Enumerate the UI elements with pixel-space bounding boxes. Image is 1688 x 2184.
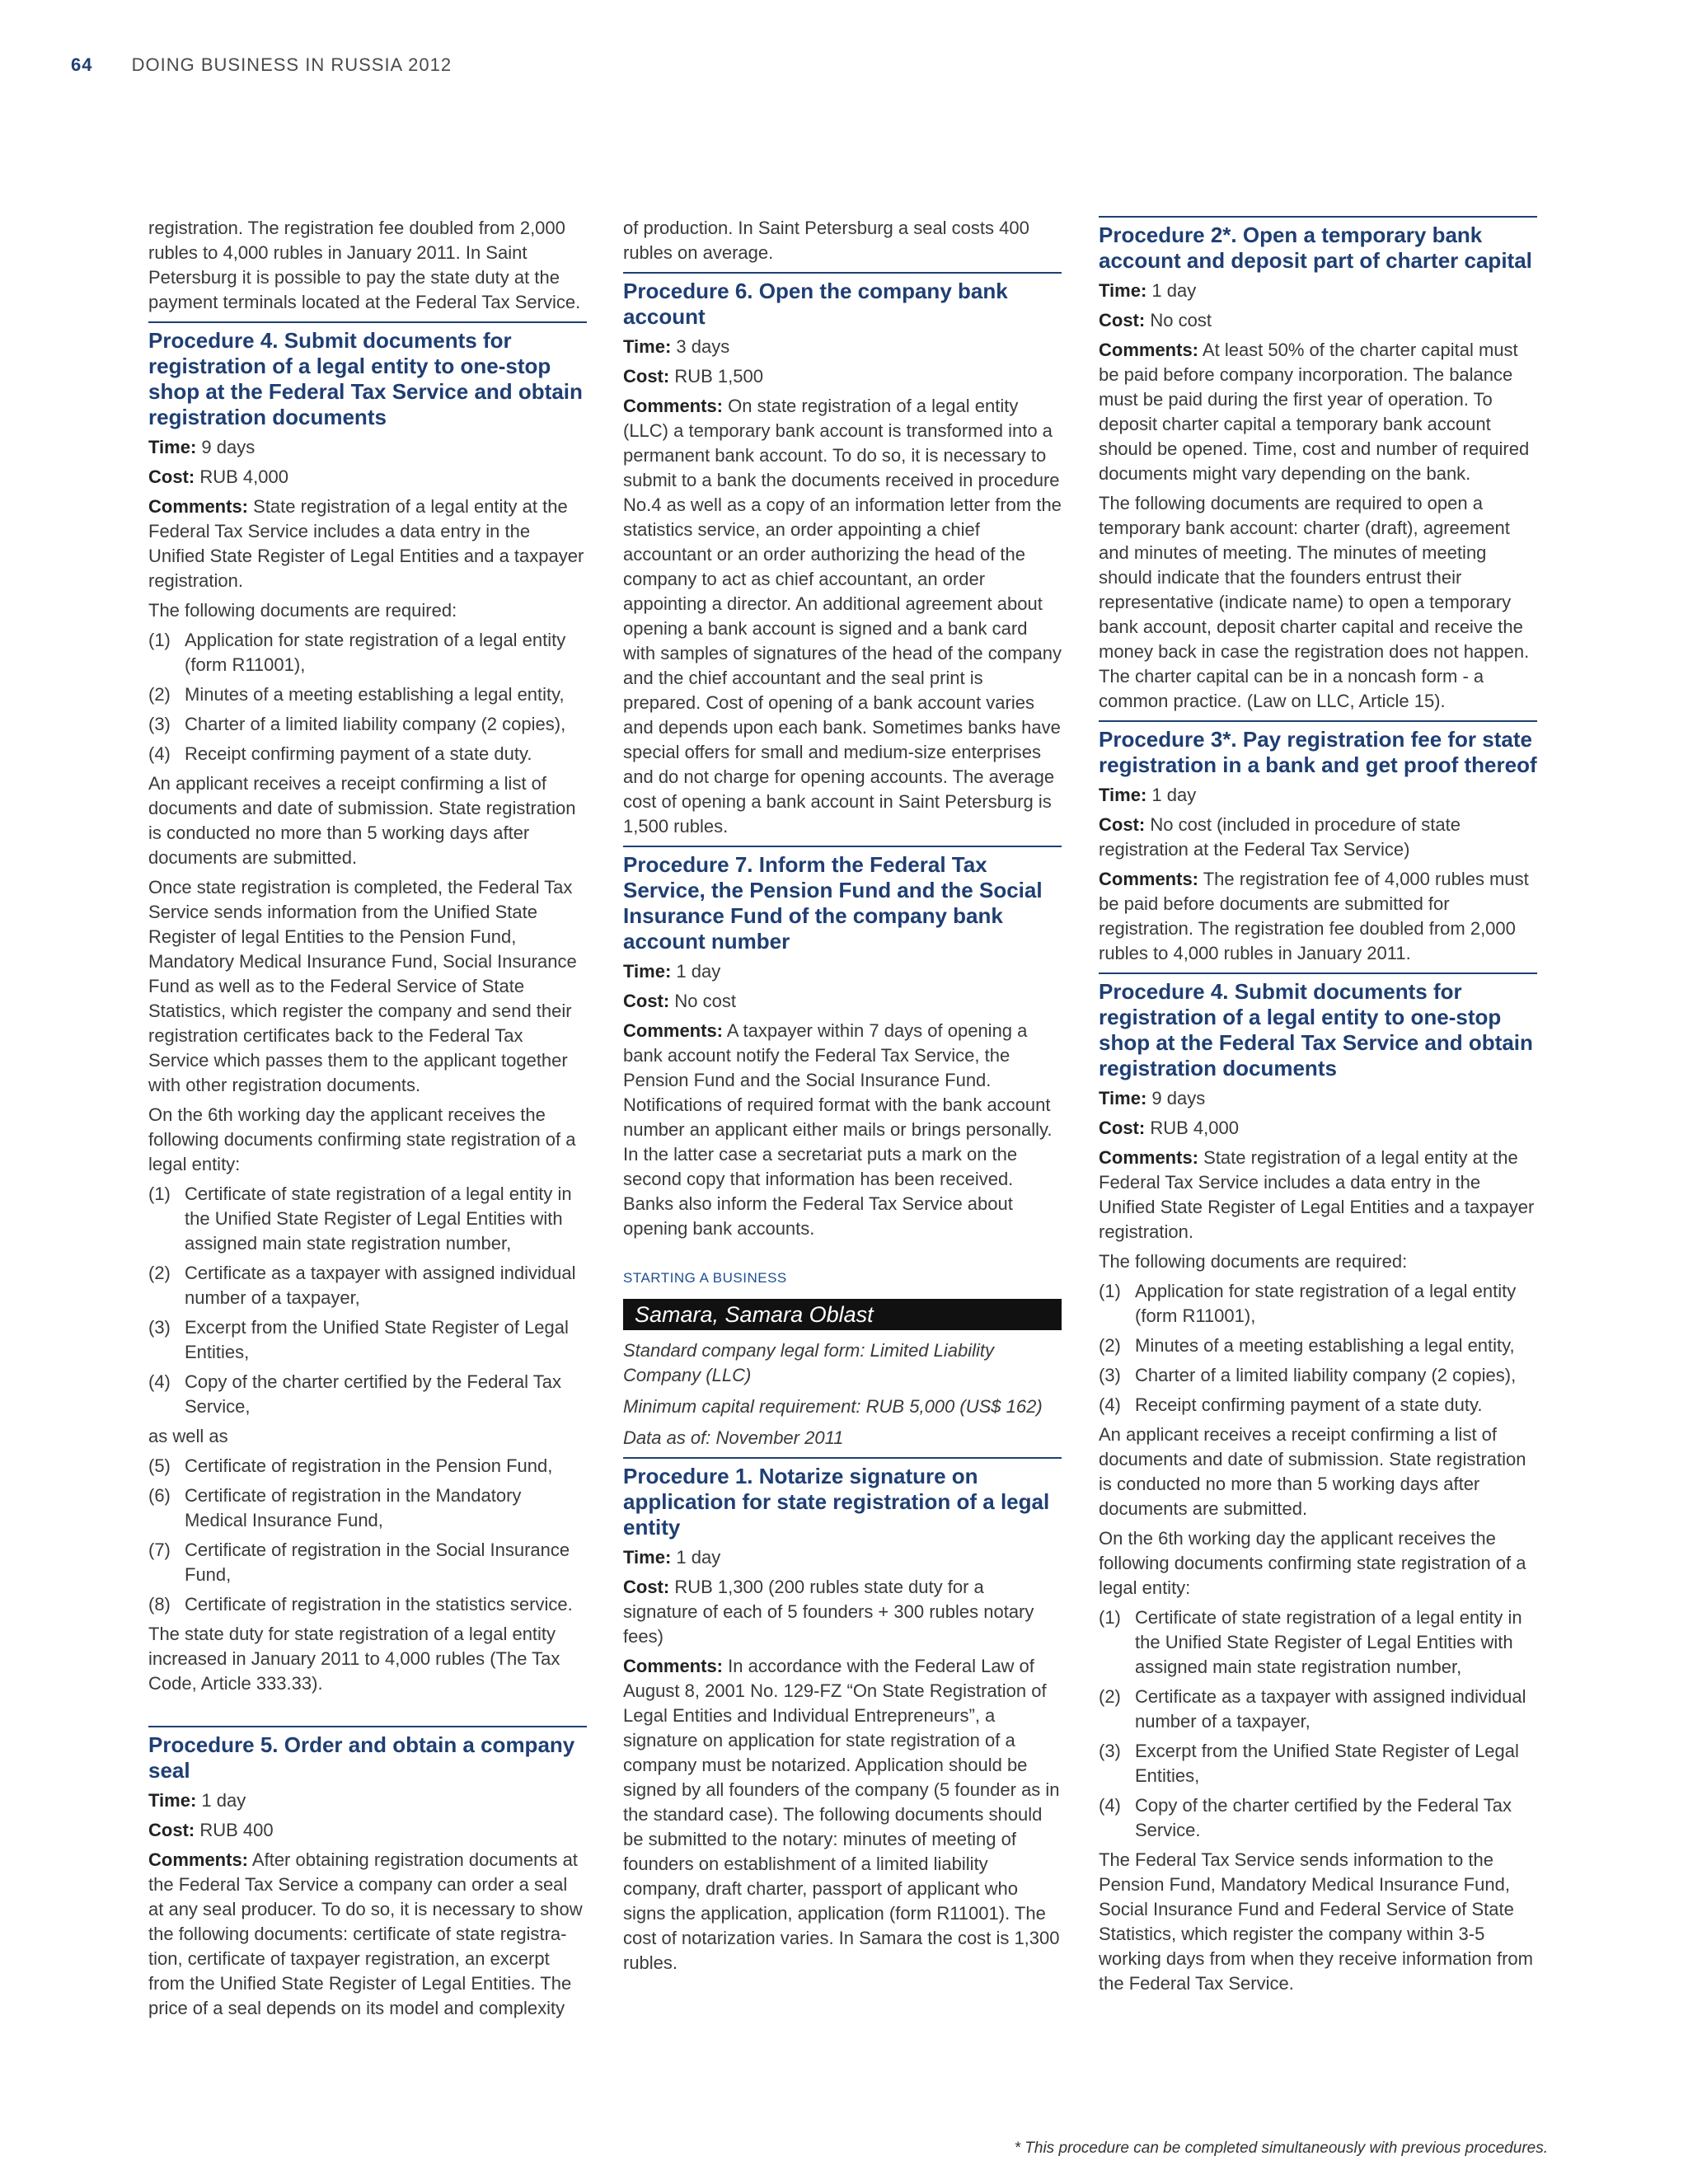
time-value: 1 day — [1151, 785, 1197, 805]
list-number: (5) — [148, 1455, 171, 1476]
cost-line — [623, 1575, 1062, 1649]
footnote: * This procedure can be completed simultaneously with previous procedures. — [1014, 2139, 1548, 2157]
time-label: Time: — [623, 1547, 672, 1568]
page-header — [71, 54, 452, 76]
section-label: STARTING A BUSINESS — [623, 1270, 787, 1286]
time-value: 1 day — [676, 1547, 721, 1568]
list-number: (3) — [1099, 1741, 1121, 1761]
paragraph: registration. The registration fee doubled from 2,000 rubles to 4,000 rubles in January 2011. In Saint Petersburg it is possible to pay the state duty at the payment terminals located at the Federal Tax Service. — [148, 218, 581, 312]
list-number: (6) — [148, 1485, 171, 1506]
list-text: Certificate of registration in the statistics service. — [185, 1594, 573, 1615]
list-text: Certificate of state registration of a legal entity in the Unified State Register of Legal Entities with assigned main state registration number, — [1135, 1607, 1522, 1677]
list-number: (2) — [148, 684, 171, 705]
time-label: Time: — [148, 437, 197, 457]
list-number: (3) — [1099, 1365, 1121, 1385]
list-number: (1) — [1099, 1607, 1121, 1628]
comments-line — [1099, 1146, 1537, 1244]
list-item — [148, 1182, 587, 1256]
time-label: Time: — [1099, 1088, 1147, 1108]
list-number: (2) — [148, 1263, 171, 1283]
time-label: Time: — [1099, 280, 1147, 301]
list-number: (2) — [1099, 1335, 1121, 1356]
cost-label: Cost: — [148, 466, 195, 487]
list-number: (4) — [148, 1371, 171, 1392]
list-item — [148, 1370, 587, 1419]
comments-line — [1099, 338, 1537, 486]
cost-line — [1099, 1116, 1537, 1141]
comments-line — [623, 1654, 1062, 1975]
comments-label: Comments: — [1099, 1147, 1199, 1168]
list-item — [1099, 1393, 1537, 1418]
list-text: Application for state registration of a legal entity (form R11001), — [185, 630, 566, 675]
cost-value: RUB 1,300 (200 rubles state duty for a signature of each of 5 founders + 300 rubles notary fees) — [623, 1577, 1034, 1647]
paragraph: The state duty for state registration of a legal entity increased in January 2011 to 4,000 rubles (The Tax Code, Article 333.33). — [148, 1624, 560, 1694]
list-item — [148, 1315, 587, 1365]
list-text: Excerpt from the Unified State Register of Legal Entities, — [1135, 1741, 1519, 1786]
list-text: Certificate as a taxpayer with assigned individual number of a taxpayer, — [185, 1263, 576, 1308]
time-value: 9 days — [201, 437, 256, 457]
required-documents-list — [1099, 1279, 1537, 1418]
comments-text: State registration of a legal entity at the Federal Tax Service includes a data entry in the Unified State Register of Legal Entities and a taxpayer registration. — [148, 496, 584, 591]
cost-label: Cost: — [623, 991, 670, 1011]
cost-value: No cost — [674, 991, 736, 1011]
cost-label: Cost: — [1099, 1118, 1146, 1138]
list-text: Minutes of a meeting establishing a legal entity, — [185, 684, 565, 705]
paragraph: An applicant receives a receipt confirming a list of documents and date of submission. State registration is conducted no more than 5 working days after documents are submitted. — [148, 773, 576, 868]
list-item — [1099, 1363, 1537, 1388]
list-item — [1099, 1279, 1537, 1329]
paragraph: as well as — [148, 1426, 228, 1446]
time-line — [1099, 279, 1537, 303]
comments-label: Comments: — [148, 1849, 249, 1870]
time-label: Time: — [623, 336, 672, 357]
list-number: (3) — [148, 1317, 171, 1338]
cost-label: Cost: — [1099, 310, 1146, 330]
time-line — [623, 335, 1062, 359]
list-number: (4) — [1099, 1394, 1121, 1415]
comments-label: Comments: — [1099, 869, 1199, 889]
city-title-bar: Samara, Samara Oblast — [623, 1299, 1062, 1330]
paragraph: The following documents are required: — [148, 600, 457, 621]
list-text: Excerpt from the Unified State Register of Legal Entities, — [185, 1317, 569, 1362]
list-text: Copy of the charter certified by the Federal Tax Service, — [185, 1371, 561, 1417]
paragraph: The following documents are required: — [1099, 1251, 1408, 1272]
list-number: (1) — [1099, 1281, 1121, 1301]
list-text: Certificate of registration in the Mandatory Medical Insurance Fund, — [185, 1485, 522, 1530]
list-item — [1099, 1333, 1537, 1358]
list-number: (1) — [148, 1183, 171, 1204]
cost-value: RUB 4,000 — [199, 466, 288, 487]
list-number: (8) — [148, 1594, 171, 1615]
comments-text: At least 50% of the charter capital must be paid before company incorporation. The balance must be paid during the first year of operation. To deposit charter capital a temporary bank account should be opened. Time, cost and number of required documents might vary depending on the bank. — [1099, 340, 1530, 484]
comments-text: On state registration of a legal entity (LLC) a temporary bank account is transformed into a permanent bank account. To do so, it is necessary to submit to a bank the documents received in procedure No.4 as well as a copy of an information letter from the statistics service, an order appointing a chief accountant or an order authorizing the head of the company to act as chief accountant, an order appointing a director. An additional agreement about opening a bank account is signed and a bank card with samples of signatures of the head of the company and the chief accountant and the seal print is prepared. Cost of opening of a bank account varies and depends upon each bank. Sometimes banks have special offers for small and medium-size enterprises and do not charge for opening accounts. The average cost of opening a bank account in Saint Petersburg is 1,500 rubles. — [623, 396, 1062, 837]
procedure-7-heading: Procedure 7. Inform the Federal Tax Service, the Pension Fund and the Social Insurance Fund of the company bank account number — [623, 846, 1062, 954]
comments-label: Comments: — [623, 1020, 724, 1041]
time-label: Time: — [623, 961, 672, 982]
time-value: 3 days — [676, 336, 730, 357]
cost-line — [623, 989, 1062, 1014]
paragraph: The Federal Tax Service sends information to the Pension Fund, Mandatory Medical Insurance Fund, Social Insurance Fund and Federal Service of State Statistics, which register the company within 3-5 working days from when they receive information from the Federal Tax Service. — [1099, 1849, 1533, 1994]
required-documents-list — [148, 628, 587, 766]
time-value: 1 day — [676, 961, 721, 982]
minimum-capital-note: Minimum capital requirement: RUB 5,000 (US$ 162) — [623, 1396, 1043, 1417]
time-line — [148, 435, 587, 460]
cost-label: Cost: — [623, 366, 670, 387]
cost-value: RUB 4,000 — [1150, 1118, 1239, 1138]
cost-label: Cost: — [148, 1820, 195, 1840]
list-item — [148, 682, 587, 707]
list-number: (4) — [1099, 1795, 1121, 1816]
procedure-5-heading: Procedure 5. Order and obtain a company seal — [148, 1726, 587, 1783]
procedure-1-heading: Procedure 1. Notarize signature on application for state registration of a legal entity — [623, 1457, 1062, 1540]
list-item — [1099, 1739, 1537, 1788]
time-line — [623, 959, 1062, 984]
cost-value: RUB 400 — [199, 1820, 274, 1840]
comments-text: After obtaining registration documents at the Federal Tax Service a company can order a seal at any seal producer. To do so, it is necessary to show the following documents: certificate of state registra-tion, certificate of taxpayer registration, an excerpt from the Unified State Register of Legal Entities. The price of a seal depends on its model and complexity — [148, 1849, 583, 2018]
time-line — [623, 1545, 1062, 1570]
comments-line — [623, 394, 1062, 839]
procedure-6-heading: Procedure 6. Open the company bank account — [623, 272, 1062, 330]
list-text: Copy of the charter certified by the Federal Tax Service. — [1135, 1795, 1512, 1840]
paragraph: On the 6th working day the applicant receives the following documents confirming state registration of a legal entity: — [1099, 1528, 1526, 1598]
list-text: Certificate of state registration of a legal entity in the Unified State Register of Legal Entities with assigned main state registration number, — [185, 1183, 572, 1254]
comments-text: A taxpayer within 7 days of opening a bank account notify the Federal Tax Service, the Pension Fund and the Social Insurance Fund. Notifications of required format with the bank account number an applicant either mails or brings personally. In the latter case a secretariat puts a mark on the second copy that information has been received. Banks also inform the Federal Tax Service about opening bank accounts. — [623, 1020, 1053, 1239]
list-item — [148, 1538, 587, 1587]
time-line — [1099, 783, 1537, 808]
procedure-4-heading: Procedure 4. Submit documents for registration of a legal entity to one-stop shop at the Federal Tax Service and obtain registration documents — [148, 321, 587, 430]
procedure-4-heading: Procedure 4. Submit documents for registration of a legal entity to one-stop shop at the Federal Tax Service and obtain registration documents — [1099, 972, 1537, 1081]
time-line — [1099, 1086, 1537, 1111]
cost-line — [148, 465, 587, 490]
paragraph: On the 6th working day the applicant receives the following documents confirming state registration of a legal entity: — [148, 1104, 576, 1174]
comments-text: State registration of a legal entity at the Federal Tax Service includes a data entry in the Unified State Register of Legal Entities and a taxpayer registration. — [1099, 1147, 1535, 1242]
time-label: Time: — [1099, 785, 1147, 805]
cost-value: No cost (included in procedure of state registration at the Federal Tax Service) — [1099, 814, 1461, 860]
certificates-list — [148, 1182, 587, 1419]
comments-line — [148, 1848, 587, 2021]
list-item — [1099, 1685, 1537, 1734]
comments-text: The registration fee of 4,000 rubles must be paid before documents are submitted for registration. The registration fee doubled from 2,000 rubles to 4,000 rubles in January 2011. — [1099, 869, 1529, 963]
paragraph: of production. In Saint Petersburg a seal costs 400 rubles on average. — [623, 218, 1029, 263]
list-text: Charter of a limited liability company (2 copies), — [1135, 1365, 1517, 1385]
comments-line — [148, 494, 587, 593]
comments-label: Comments: — [1099, 340, 1199, 360]
comments-text: In accordance with the Federal Law of August 8, 2001 No. 129-FZ “On State Registration of Legal Entities and Individual Entrepreneurs”, a signature on application for state registration of a company must be notarized. Application should be signed by all founders of the company (5 founder as in the standard case). The following documents should be submitted to the notary: minutes of meeting of founders on establishment of a limited liability company, draft charter, passport of applicant who signs the application, application (form R11001). The cost of notarization varies. In Samara the cost is 1,300 rubles. — [623, 1656, 1060, 1973]
list-text: Minutes of a meeting establishing a legal entity, — [1135, 1335, 1515, 1356]
list-text: Receipt confirming payment of a state duty. — [185, 743, 532, 764]
list-number: (4) — [148, 743, 171, 764]
page-number: 64 — [71, 54, 93, 75]
list-item — [148, 1454, 587, 1479]
time-value: 1 day — [1151, 280, 1197, 301]
cost-value: No cost — [1150, 310, 1212, 330]
time-line — [148, 1788, 587, 1813]
cost-line — [1099, 813, 1537, 862]
procedure-2-heading: Procedure 2*. Open a temporary bank account and deposit part of charter capital — [1099, 216, 1537, 274]
column-1 — [148, 216, 587, 2026]
list-item — [148, 712, 587, 737]
time-label: Time: — [148, 1790, 197, 1811]
cost-line — [1099, 308, 1537, 333]
list-item — [148, 1261, 587, 1310]
paragraph: An applicant receives a receipt confirming a list of documents and date of submission. State registration is conducted no more than 5 working days after documents are submitted. — [1099, 1424, 1526, 1519]
paragraph: The following documents are required to open a temporary bank account: charter (draft), agreement and minutes of meeting. The minutes of meeting should indicate that the founders entrust their representative (indicate name) to open a temporary bank account, deposit charter capital and receive the money back in case the registration does not happen. The charter capital can be in a noncash form - a common practice. (Law on LLC, Article 15). — [1099, 493, 1530, 711]
comments-line — [1099, 867, 1537, 966]
cost-line — [148, 1818, 587, 1843]
list-text: Certificate of registration in the Social Insurance Fund, — [185, 1540, 570, 1585]
running-title: DOING BUSINESS IN RUSSIA 2012 — [131, 54, 452, 75]
list-text: Certificate of registration in the Pension Fund, — [185, 1455, 553, 1476]
legal-form-note: Standard company legal form: Limited Liability Company (LLC) — [623, 1340, 995, 1385]
list-number: (3) — [148, 714, 171, 734]
list-item — [1099, 1605, 1537, 1680]
list-text: Application for state registration of a legal entity (form R11001), — [1135, 1281, 1517, 1326]
cost-value: RUB 1,500 — [674, 366, 763, 387]
column-2 — [623, 216, 1062, 1980]
comments-label: Comments: — [148, 496, 249, 517]
time-value: 9 days — [1151, 1088, 1206, 1108]
list-item — [148, 628, 587, 677]
list-text: Charter of a limited liability company (2 copies), — [185, 714, 566, 734]
list-item — [148, 1592, 587, 1617]
comments-label: Comments: — [623, 396, 724, 416]
list-item — [1099, 1793, 1537, 1843]
list-number: (7) — [148, 1540, 171, 1560]
comments-label: Comments: — [623, 1656, 724, 1676]
cost-label: Cost: — [623, 1577, 670, 1597]
list-item — [148, 742, 587, 766]
list-number: (1) — [148, 630, 171, 650]
data-date-note: Data as of: November 2011 — [623, 1427, 844, 1448]
paragraph: Once state registration is completed, the Federal Tax Service sends information from the Unified State Register of legal Entities to the Pension Fund, Mandatory Medical Insurance Fund, Social Insurance Fund as well as to the Federal Service of State Statistics, which register the company and send their registration certificates back to the Federal Tax Service which passes them to the applicant together with other registration documents. — [148, 877, 577, 1095]
certificates-list — [1099, 1605, 1537, 1843]
cost-line — [623, 364, 1062, 389]
cost-label: Cost: — [1099, 814, 1146, 835]
time-value: 1 day — [201, 1790, 246, 1811]
list-number: (2) — [1099, 1686, 1121, 1707]
list-text: Certificate as a taxpayer with assigned individual number of a taxpayer, — [1135, 1686, 1526, 1732]
list-item — [148, 1483, 587, 1533]
comments-line — [623, 1019, 1062, 1241]
column-3 — [1099, 216, 1537, 2001]
certificates-list-2 — [148, 1454, 587, 1617]
procedure-3-heading: Procedure 3*. Pay registration fee for state registration in a bank and get proof thereof — [1099, 720, 1537, 778]
list-text: Receipt confirming payment of a state duty. — [1135, 1394, 1483, 1415]
